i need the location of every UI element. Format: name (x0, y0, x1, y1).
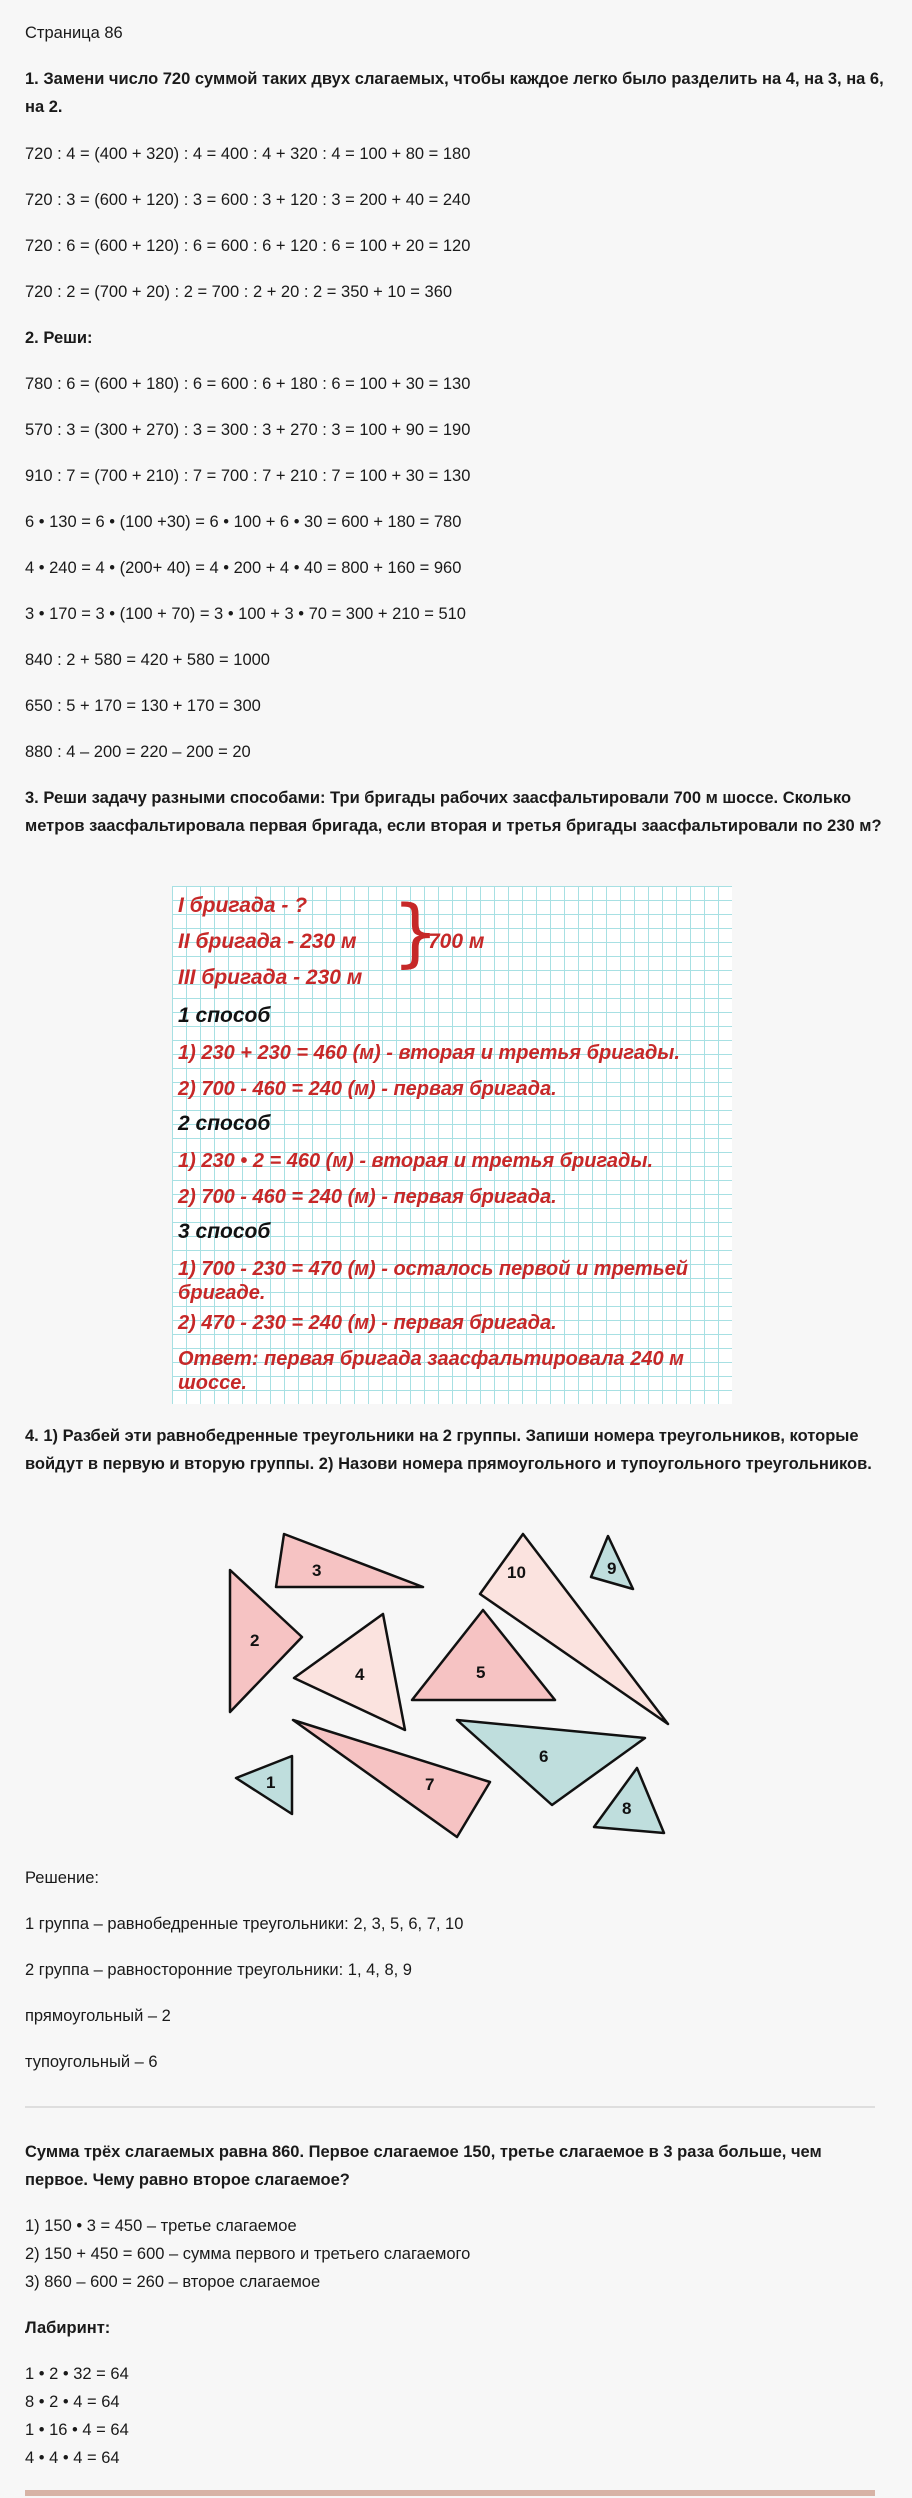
task2-line: 570 : 3 = (300 + 270) : 3 = 300 : 3 + 270 : 3 = 100 + 90 = 190 (25, 421, 471, 439)
answer-line: 2 группа – равносторонние треугольники: 1, 4, 8, 9 (25, 1961, 412, 1979)
task2-line: 4 • 240 = 4 • (200+ 40) = 4 • 200 + 4 • 40 = 800 + 160 = 960 (25, 559, 462, 577)
triangle-2 (230, 1570, 302, 1712)
task1-line: 720 : 2 = (700 + 20) : 2 = 700 : 2 + 20 : 2 = 350 + 10 = 360 (25, 283, 453, 301)
answer-line: прямоугольный – 2 (25, 2007, 171, 2025)
task2-line: 880 : 4 – 200 = 220 – 200 = 20 (25, 743, 251, 761)
task3-heading: 3. Реши задачу разными способами: Три бригады рабочих заасфальтировали 700 м шоссе. Сколько метров заасфальтировала первая бригада, если вторая и третья бригады заасфальтировали по 230 м? (25, 789, 882, 836)
way3-title: 3 способ (178, 1220, 271, 1243)
solution-label: Решение: (25, 1869, 99, 1887)
triangle-label-8: 8 (622, 1799, 632, 1818)
task5-line: 1) 150 • 3 = 450 – третье слагаемое (25, 2217, 297, 2235)
maze-line: 1 • 16 • 4 = 64 (25, 2421, 129, 2439)
answer-line1: Ответ: первая бригада заасфальтировала 240 м (178, 1348, 684, 1370)
triangle-1 (236, 1756, 292, 1814)
triangle-label-10: 10 (507, 1563, 526, 1582)
triangle-label-3: 3 (312, 1561, 322, 1580)
maze-heading: Лабиринт: (25, 2319, 111, 2337)
page-label: Страница 86 (25, 24, 123, 42)
triangle-label-9: 9 (607, 1559, 617, 1578)
triangle-7 (293, 1720, 490, 1837)
task1-heading: 1. Замени число 720 суммой таких двух слагаемых, чтобы каждое легко было разделить на 4, на 3, на 6, на 2. (25, 70, 884, 117)
task2-line: 6 • 130 = 6 • (100 +30) = 6 • 100 + 6 • 30 = 600 + 180 = 780 (25, 513, 462, 531)
brigade-1: I бригада - ? (178, 894, 308, 917)
task2-line: 650 : 5 + 170 = 130 + 170 = 300 (25, 697, 261, 715)
way2-step1: 1) 230 • 2 = 460 (м) - вторая и третья бригады. (178, 1150, 654, 1172)
triangle-4 (294, 1614, 405, 1730)
triangle-label-6: 6 (539, 1747, 549, 1766)
task5-line: 2) 150 + 450 = 600 – сумма первого и третьего слагаемого (25, 2245, 471, 2263)
brigade-3: III бригада - 230 м (178, 966, 363, 989)
maze-line: 1 • 2 • 32 = 64 (25, 2365, 129, 2383)
way3-step1: 1) 700 - 230 = 470 (м) - осталось первой и третьей (178, 1258, 688, 1280)
maze-line: 8 • 2 • 4 = 64 (25, 2393, 120, 2411)
task2-line: 910 : 7 = (700 + 210) : 7 = 700 : 7 + 210 : 7 = 100 + 30 = 130 (25, 467, 471, 485)
task2-line: 780 : 6 = (600 + 180) : 6 = 600 : 6 + 180 : 6 = 100 + 30 = 130 (25, 375, 471, 393)
triangle-label-7: 7 (425, 1775, 435, 1794)
way3-step1-cont: бригаде. (178, 1282, 266, 1304)
task1-line: 720 : 6 = (600 + 120) : 6 = 600 : 6 + 120 : 6 = 100 + 20 = 120 (25, 237, 471, 255)
task2-line: 3 • 170 = 3 • (100 + 70) = 3 • 100 + 3 • 70 = 300 + 210 = 510 (25, 605, 466, 623)
maze-line: 4 • 4 • 4 = 64 (25, 2449, 120, 2467)
way1-step2: 2) 700 - 460 = 240 (м) - первая бригада. (178, 1078, 557, 1100)
answer-line: 1 группа – равнобедренные треугольники: 2, 3, 5, 6, 7, 10 (25, 1915, 464, 1933)
answer-line: тупоугольный – 6 (25, 2053, 158, 2071)
task2-line: 840 : 2 + 580 = 420 + 580 = 1000 (25, 651, 270, 669)
notebook-image (172, 886, 732, 1404)
triangle-label-4: 4 (355, 1665, 365, 1684)
bottom-border (25, 2490, 875, 2496)
triangle-3 (276, 1534, 423, 1587)
way1-title: 1 способ (178, 1004, 271, 1027)
task5-heading: Сумма трёх слагаемых равна 860. Первое слагаемое 150, третье слагаемое в 3 раза больше, чем первое. Чему равно второе слагаемое? (25, 2143, 822, 2190)
curly-brace-icon: } (392, 890, 440, 976)
total-length: 700 м (428, 930, 485, 953)
brigade-2: II бригада - 230 м (178, 930, 357, 953)
task1-line: 720 : 3 = (600 + 120) : 3 = 600 : 3 + 120 : 3 = 200 + 40 = 240 (25, 191, 471, 209)
way3-step2: 2) 470 - 230 = 240 (м) - первая бригада. (178, 1312, 557, 1334)
divider (25, 2106, 875, 2108)
way1-step1: 1) 230 + 230 = 460 (м) - вторая и третья бригады. (178, 1042, 680, 1064)
task2-heading: 2. Реши: (25, 329, 93, 347)
way2-step2: 2) 700 - 460 = 240 (м) - первая бригада. (178, 1186, 557, 1208)
way2-title: 2 способ (178, 1112, 271, 1135)
task4-heading: 4. 1) Разбей эти равнобедренные треугольники на 2 группы. Запиши номера треугольников, которые войдут в первую и вторую группы. 2) Назови номера прямоугольного и тупоугольного треугольников. (25, 1427, 872, 1474)
triangle-label-5: 5 (476, 1663, 486, 1682)
triangle-label-1: 1 (266, 1773, 276, 1792)
triangle-label-2: 2 (250, 1631, 260, 1650)
task1-line: 720 : 4 = (400 + 320) : 4 = 400 : 4 + 320 : 4 = 100 + 80 = 180 (25, 145, 471, 163)
task5-line: 3) 860 – 600 = 260 – второе слагаемое (25, 2273, 321, 2291)
answer-line2: шоссе. (178, 1372, 247, 1394)
triangles-figure (220, 1522, 680, 1850)
